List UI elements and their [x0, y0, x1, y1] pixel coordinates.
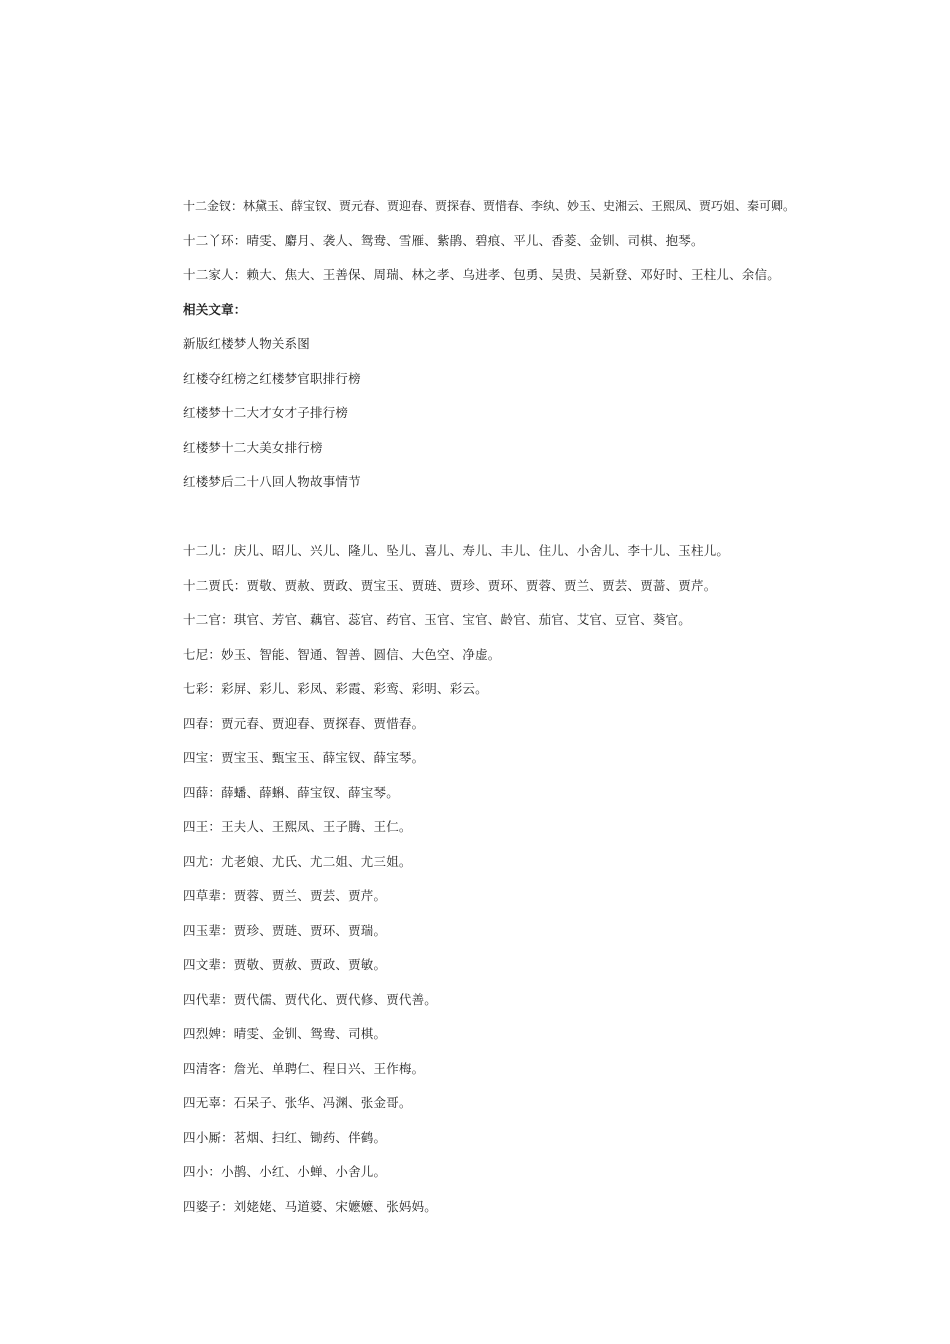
list-item: 四王：王夫人、王熙凤、王子腾、王仁。 [183, 819, 412, 834]
list-item: 四薛：薛蟠、薛蝌、薛宝钗、薛宝琴。 [183, 785, 399, 800]
list-item: 四婆子：刘姥姥、马道婆、宋嬷嬷、张妈妈。 [183, 1199, 438, 1214]
related-article-link[interactable]: 新版红楼梦人物关系图 [183, 336, 311, 351]
list-item: 七尼：妙玉、智能、智通、智善、圆信、大色空、净虚。 [183, 647, 501, 662]
list-item: 四无辜：石呆子、张华、冯渊、张金哥。 [183, 1095, 412, 1110]
related-article-link[interactable]: 红楼梦十二大美女排行榜 [183, 440, 323, 455]
list-item: 四小厮：茗烟、扫红、锄药、伴鹤。 [183, 1130, 387, 1145]
list-item: 四文辈：贾敬、贾赦、贾政、贾敏。 [183, 957, 387, 972]
document-page [183, 0, 823, 1344]
list-item: 四清客：詹光、单聘仁、程日兴、王作梅。 [183, 1061, 425, 1076]
list-item: 四尤：尤老娘、尤氏、尤二姐、尤三姐。 [183, 854, 412, 869]
list-item: 十二官：琪官、芳官、藕官、蕊官、药官、玉官、宝官、龄官、茄官、艾官、豆官、葵官。 [183, 612, 692, 627]
list-item: 四宝：贾宝玉、甄宝玉、薛宝钗、薛宝琴。 [183, 750, 425, 765]
list-item: 四代辈：贾代儒、贾代化、贾代修、贾代善。 [183, 992, 438, 1007]
related-article-link[interactable]: 红楼夺红榜之红楼梦官职排行榜 [183, 371, 361, 386]
list-item: 四烈婢：晴雯、金钏、鸳鸯、司棋。 [183, 1026, 387, 1041]
list-item: 四玉辈：贾珍、贾琏、贾环、贾瑞。 [183, 923, 387, 938]
related-article-link[interactable]: 红楼梦后二十八回人物故事情节 [183, 474, 361, 489]
list-item-twelve-servants: 十二家人：赖大、焦大、王善保、周瑞、林之孝、乌进孝、包勇、吴贵、吴新登、邓好时、王柱儿、余信。 [183, 267, 780, 282]
list-item: 七彩：彩屏、彩儿、彩凤、彩霞、彩鸾、彩明、彩云。 [183, 681, 488, 696]
list-item: 四草辈：贾蓉、贾兰、贾芸、贾芹。 [183, 888, 387, 903]
related-article-link[interactable]: 红楼梦十二大才女才子排行榜 [183, 405, 349, 420]
list-item: 十二贾氏：贾敬、贾赦、贾政、贾宝玉、贾琏、贾珍、贾环、贾蓉、贾兰、贾芸、贾蔷、贾芹。 [183, 578, 717, 593]
list-item: 四春：贾元春、贾迎春、贾探春、贾惜春。 [183, 716, 425, 731]
list-item: 十二儿：庆儿、昭儿、兴儿、隆儿、坠儿、喜儿、寿儿、丰儿、住儿、小舍儿、李十儿、玉柱儿。 [183, 543, 730, 558]
list-item: 四小：小鹊、小红、小蝉、小舍儿。 [183, 1164, 387, 1179]
related-articles-heading: 相关文章： [183, 302, 247, 317]
list-item-twelve-beauties: 十二金钗：林黛玉、薛宝钗、贾元春、贾迎春、贾探春、贾惜春、李纨、妙玉、史湘云、王熙凤、贾巧姐、秦可卿。 [183, 199, 796, 213]
list-item-twelve-maids: 十二丫环：晴雯、麝月、袭人、鸳鸯、雪雁、紫鹃、碧痕、平儿、香菱、金钏、司棋、抱琴。 [183, 233, 704, 248]
